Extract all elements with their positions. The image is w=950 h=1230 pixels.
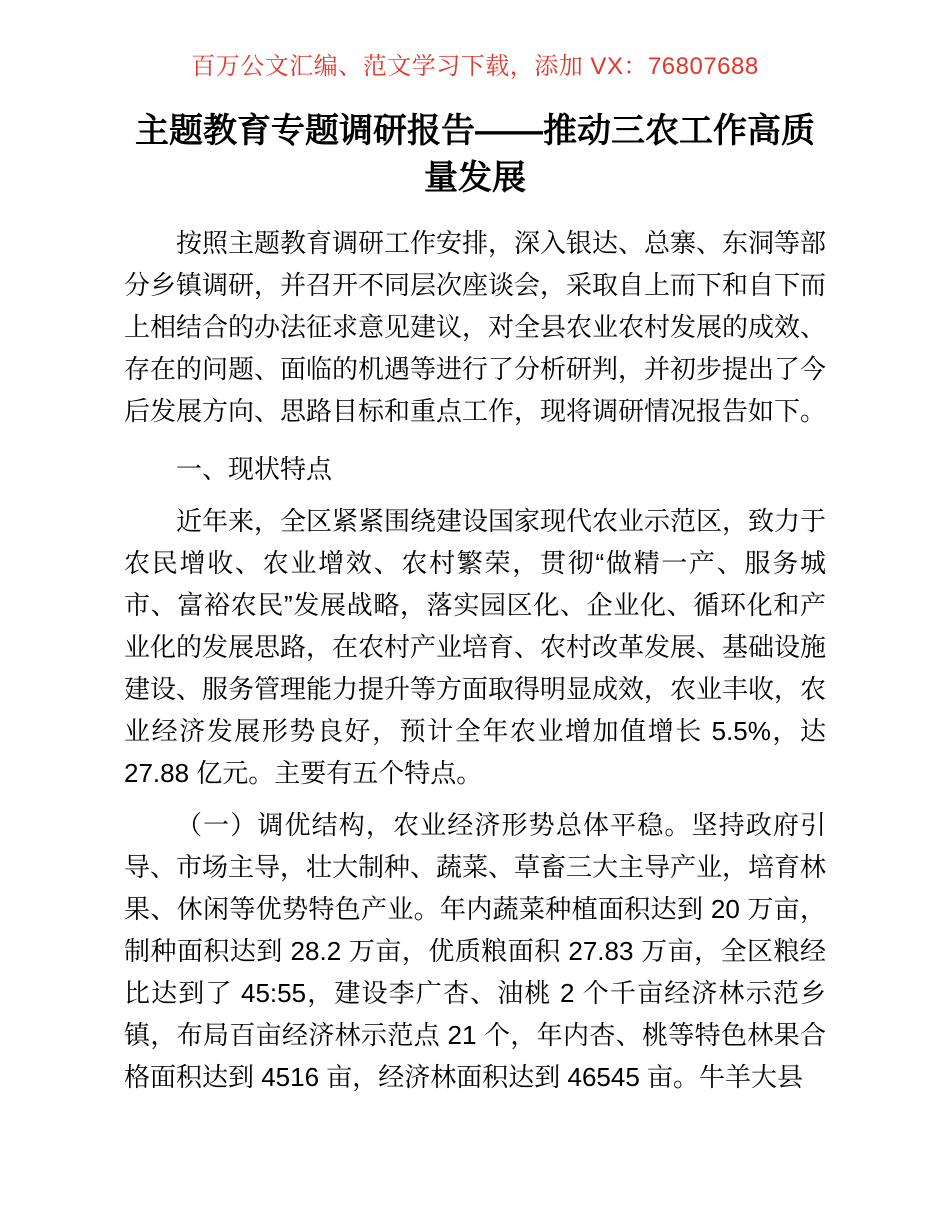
section-heading-status: 一、现状特点 <box>176 454 333 484</box>
document-title: 主题教育专题调研报告——推动三农工作高质量发展 <box>135 112 815 197</box>
promo-banner: 百万公文汇编、范文学习下载，添加 VX：76807688 <box>191 53 759 80</box>
paragraph-overview: 近年来，全区紧紧围绕建设国家现代农业示范区，致力于农民增收、农业增效、农村繁荣，贯彻“做精一产、服务城市、富裕农民”发展战略，落实园区化、企业化、循环化和产业化的发展思路，在农村产业培育、农村改革发展、基础设施建设、服务管理能力提升等方面取得明显成效，农业丰收，农业经济发展形势良好，预计全年农业增加值增长 5.5%，达 27.88 亿元。主要有五个特点。 <box>124 506 827 788</box>
paragraph-intro: 按照主题教育调研工作安排，深入银达、总寨、东洞等部分乡镇调研，并召开不同层次座谈会，采取自上而下和自下而上相结合的办法征求意见建议，对全县农业农村发展的成效、存在的问题、面临的机遇等进行了分析研判，并初步提出了今后发展方向、思路目标和重点工作，现将调研情况报告如下。 <box>124 228 827 426</box>
paragraph-point-one: （一）调优结构，农业经济形势总体平稳。坚持政府引导、市场主导，壮大制种、蔬菜、草畜三大主导产业，培育林果、休闲等优势特色产业。年内蔬菜种植面积达到 20 万亩，制种面积达到 28.2 万亩，优质粮面积 27.83 万亩，全区粮经比达到了 45:55，建设李广杏、油桃 2 个千亩经济林示范乡镇，布局百亩经济林示范点 21 个，年内杏、桃等特色林果合格面积达到 4516 亩，经济林面积达到 46545 亩。牛羊大县 <box>124 810 827 1092</box>
